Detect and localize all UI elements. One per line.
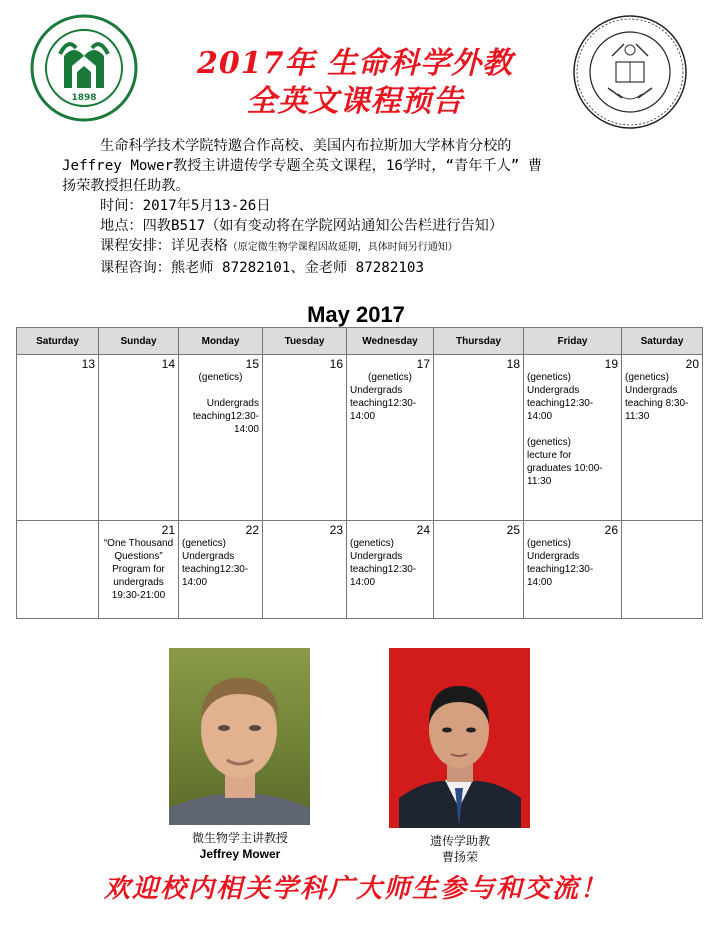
- day-number: 22: [245, 523, 259, 537]
- day-number: 25: [506, 523, 520, 537]
- event-detail: Undergrads teaching12:30-14:00: [192, 398, 259, 435]
- event-subject: (genetics): [350, 538, 394, 549]
- assistant-name: 曹扬荣: [441, 850, 478, 864]
- course-calendar: [16, 327, 703, 619]
- header-thursday: Thursday: [434, 328, 524, 355]
- event-subject: (genetics): [527, 437, 571, 448]
- course-time: 时间：2017年5月13-26日: [100, 198, 271, 214]
- header-sunday: Sunday: [99, 328, 179, 355]
- event-detail: Undergrads teaching12:30-14:00: [527, 385, 594, 422]
- day-cell-22: [179, 521, 263, 619]
- course-place: 地点：四教B517（如有变动将在学院网站通知公告栏进行告知）: [100, 218, 504, 234]
- day-cell-23: [263, 521, 347, 619]
- day-cell-18: [434, 355, 524, 521]
- event-subject: (genetics): [625, 372, 669, 383]
- day-cell-14: [99, 355, 179, 521]
- assistant-caption: [370, 833, 550, 865]
- intro-text: [62, 136, 637, 278]
- header-wednesday: Wednesday: [347, 328, 434, 355]
- event-detail: “One Thousand Questions” Program for undergrads 19:30-21:00: [103, 538, 174, 601]
- nebraska-university-seal: [572, 14, 688, 130]
- header-saturday-2: Saturday: [622, 328, 703, 355]
- day-cell-19: [524, 355, 622, 521]
- day-number: 24: [416, 523, 430, 537]
- schedule-note: （原定微生物学课程因故延期，具体时间另行通知）: [227, 242, 458, 253]
- day-number: 15: [245, 357, 259, 371]
- intro-line-1: 生命科学技术学院特邀合作高校、美国内布拉斯加大学林肯分校的: [100, 138, 512, 154]
- day-cell-25: [434, 521, 524, 619]
- day-number: 14: [161, 357, 175, 371]
- event-detail: Undergrads teaching12:30-14:00: [350, 385, 417, 422]
- event-subject: (genetics): [198, 372, 243, 383]
- intro-line-3: 扬荣教授担任助教。: [62, 178, 190, 194]
- course-contact: 课程咨询：熊老师 87282101、金老师 87282103: [100, 260, 424, 276]
- day-number: 21: [161, 523, 175, 537]
- day-number: 18: [506, 357, 520, 371]
- professor-name: Jeffrey Mower: [199, 847, 281, 861]
- assistant-photo: [389, 648, 530, 828]
- professor-photo: [169, 648, 310, 825]
- event-subject: (genetics): [182, 538, 226, 549]
- day-number: 23: [329, 523, 343, 537]
- day-cell-21: [99, 521, 179, 619]
- huazhong-university-logo: [30, 14, 138, 122]
- welcome-footer: 欢迎校内相关学科广大师生参与和交流！: [103, 874, 608, 904]
- course-schedule: [62, 236, 637, 258]
- day-cell-16: [263, 355, 347, 521]
- header-saturday: Saturday: [17, 328, 99, 355]
- day-number: 16: [329, 357, 343, 371]
- event-detail: Undergrads teaching12:30-14:00: [182, 551, 249, 588]
- event-subject: (genetics): [527, 538, 571, 549]
- professor-role: 微生物学主讲教授: [191, 831, 288, 845]
- day-cell-13: [17, 355, 99, 521]
- day-cell-17: [347, 355, 434, 521]
- header-monday: Monday: [179, 328, 263, 355]
- event-detail: Undergrads teaching 8:30-11:30: [625, 385, 689, 422]
- day-number: 13: [81, 357, 95, 371]
- svg-text:1898: 1898: [71, 93, 97, 103]
- schedule-label: 课程安排：详见表格: [100, 238, 228, 254]
- event-subject: (genetics): [368, 372, 412, 383]
- day-cell-24: [347, 521, 434, 619]
- event-detail: Undergrads teaching12:30-14:00: [350, 551, 417, 588]
- day-cell-26: [524, 521, 622, 619]
- day-cell-20: [622, 355, 703, 521]
- title-line-2: 全英文课程预告: [246, 84, 464, 119]
- assistant-role: 遗传学助教: [429, 834, 490, 848]
- day-cell-empty: [17, 521, 99, 619]
- header-friday: Friday: [524, 328, 622, 355]
- calendar-month: May 2017: [307, 302, 405, 327]
- intro-line-2: Jeffrey Mower教授主讲遗传学专题全英文课程，16学时，“青年千人” 曹: [62, 158, 543, 174]
- day-cell-15: [179, 355, 263, 521]
- event-detail: Undergrads teaching12:30-14:00: [527, 551, 594, 588]
- event-subject: (genetics): [527, 372, 571, 383]
- day-number: 20: [685, 357, 699, 371]
- event-detail: lecture for graduates 10:00-11:30: [527, 450, 603, 487]
- day-number: 26: [604, 523, 618, 537]
- day-number: 19: [604, 357, 618, 371]
- day-number: 17: [416, 357, 430, 371]
- title-line-1: 2017年 生命科学外教: [197, 46, 513, 81]
- day-cell-empty: [622, 521, 703, 619]
- professor-caption: [150, 830, 330, 862]
- header-tuesday: Tuesday: [263, 328, 347, 355]
